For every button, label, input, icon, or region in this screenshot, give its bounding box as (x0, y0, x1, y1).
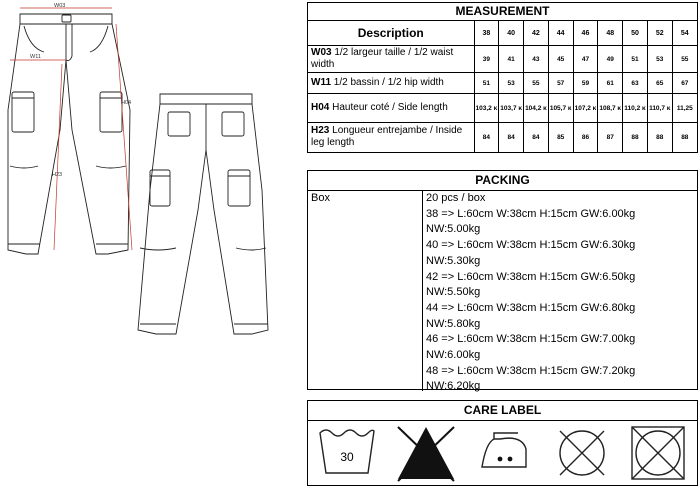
dimension-lines (10, 8, 132, 250)
row-label (308, 123, 474, 152)
row-label (308, 46, 474, 73)
row-text: 1/2 largeur taille / 1/2 waist width (311, 47, 454, 70)
measurement-title: MEASUREMENT (308, 3, 697, 21)
packing-line: 38 => L:60cm W:38cm H:15cm GW:6.00kg (426, 207, 636, 220)
wash-temperature: 30 (340, 450, 354, 464)
packing-line: NW:5.80kg (426, 317, 481, 330)
wash-30-icon (316, 423, 378, 483)
table-cell: 41 (499, 46, 524, 73)
row-label (308, 94, 474, 123)
table-cell: 67 (672, 73, 697, 94)
table-cell: 110,7 κ (647, 94, 672, 123)
table-cell: 43 (524, 46, 549, 73)
table-cell: 103,7 κ (499, 94, 524, 123)
iron-two-dots-icon (472, 423, 536, 483)
care-label-section (307, 400, 698, 486)
packing-line: 44 => L:60cm W:38cm H:15cm GW:6.80kg (426, 301, 636, 314)
packing-line: NW:5.30kg (426, 254, 481, 267)
technical-drawings (0, 0, 300, 488)
packing-line: 40 => L:60cm W:38cm H:15cm GW:6.30kg (426, 239, 636, 252)
table-cell: 107,2 κ (573, 94, 598, 123)
table-cell: 103,2 κ (474, 94, 499, 123)
table-cell: 39 (474, 46, 499, 73)
table-cell: 57 (548, 73, 573, 94)
packing-title: PACKING (308, 171, 697, 191)
table-cell: 53 (499, 73, 524, 94)
size-header: 44 (548, 21, 573, 46)
table-cell: 88 (647, 123, 672, 152)
row-code: W11 (311, 77, 332, 88)
size-header: 54 (672, 21, 697, 46)
table-cell: 110,2 κ (623, 94, 648, 123)
row-text: Hauteur coté / Side length (329, 102, 448, 113)
size-header: 52 (647, 21, 672, 46)
table-cell: 86 (573, 123, 598, 152)
table-cell: 105,7 κ (548, 94, 573, 123)
size-header: 40 (499, 21, 524, 46)
measurement-grid (308, 21, 697, 152)
table-cell: 88 (672, 123, 697, 152)
table-cell: 63 (623, 73, 648, 94)
size-header: 38 (474, 21, 499, 46)
no-tumble-dry-icon (552, 423, 612, 483)
table-cell: 55 (524, 73, 549, 94)
table-cell: 108,7 κ (598, 94, 623, 123)
dim-label-w11: W11 (30, 54, 41, 60)
packing-line: 20 pcs / box (426, 192, 486, 204)
packing-section (307, 170, 698, 393)
table-cell: 55 (672, 46, 697, 73)
table-cell: 88 (623, 123, 648, 152)
care-icons (308, 421, 697, 487)
dim-label-h23: H23 (52, 172, 63, 178)
care-label-title: CARE LABEL (308, 401, 697, 421)
table-cell: 53 (647, 46, 672, 73)
table-cell: 11,25 (672, 94, 697, 123)
dim-label-h04: H04 (121, 100, 132, 106)
packing-line: NW:6.20kg (426, 380, 481, 393)
size-header: 50 (623, 21, 648, 46)
table-cell: 51 (474, 73, 499, 94)
size-header: 48 (598, 21, 623, 46)
measurement-table (307, 2, 698, 153)
table-cell: 84 (474, 123, 499, 152)
no-dry-clean-icon (628, 423, 690, 483)
row-code: H23 (311, 125, 330, 137)
packing-line: 42 => L:60cm W:38cm H:15cm GW:6.50kg (426, 270, 636, 283)
table-row (308, 73, 697, 94)
packing-details (423, 191, 697, 391)
table-cell: 45 (548, 46, 573, 73)
packing-body (308, 191, 697, 391)
description-header: Description (308, 21, 474, 46)
row-code: H04 (311, 102, 330, 113)
packing-line: NW:5.00kg (426, 223, 481, 236)
dimension-labels (30, 3, 131, 178)
front-view-trousers (8, 14, 130, 254)
table-cell: 59 (573, 73, 598, 94)
table-cell: 65 (647, 73, 672, 94)
table-cell: 84 (524, 123, 549, 152)
size-header: 46 (573, 21, 598, 46)
table-cell: 61 (598, 73, 623, 94)
table-row (308, 46, 697, 73)
table-cell: 85 (548, 123, 573, 152)
row-text: Longueur entrejambe / Inside leg length (311, 125, 463, 149)
row-label (308, 73, 474, 94)
table-cell: 49 (598, 46, 623, 73)
packing-line: 48 => L:60cm W:38cm H:15cm GW:7.20kg (426, 364, 636, 377)
table-row (308, 94, 697, 123)
no-bleach-icon (394, 423, 458, 483)
packing-line: 46 => L:60cm W:38cm H:15cm GW:7.00kg (426, 333, 636, 346)
table-cell: 51 (623, 46, 648, 73)
table-cell: 84 (499, 123, 524, 152)
measurement-header-row (308, 21, 697, 46)
packing-line: NW:6.00kg (426, 349, 481, 362)
table-row (308, 123, 697, 152)
row-code: W03 (311, 47, 332, 58)
table-cell: 87 (598, 123, 623, 152)
trousers-drawing (0, 0, 300, 488)
packing-line: NW:5.50kg (426, 286, 481, 299)
dim-label-w03: W03 (54, 3, 66, 9)
table-cell: 104,2 κ (524, 94, 549, 123)
table-cell: 47 (573, 46, 598, 73)
packing-type: Box (308, 191, 423, 391)
size-header: 42 (524, 21, 549, 46)
back-view-trousers (138, 94, 268, 334)
row-text: 1/2 bassin / 1/2 hip width (331, 77, 444, 88)
